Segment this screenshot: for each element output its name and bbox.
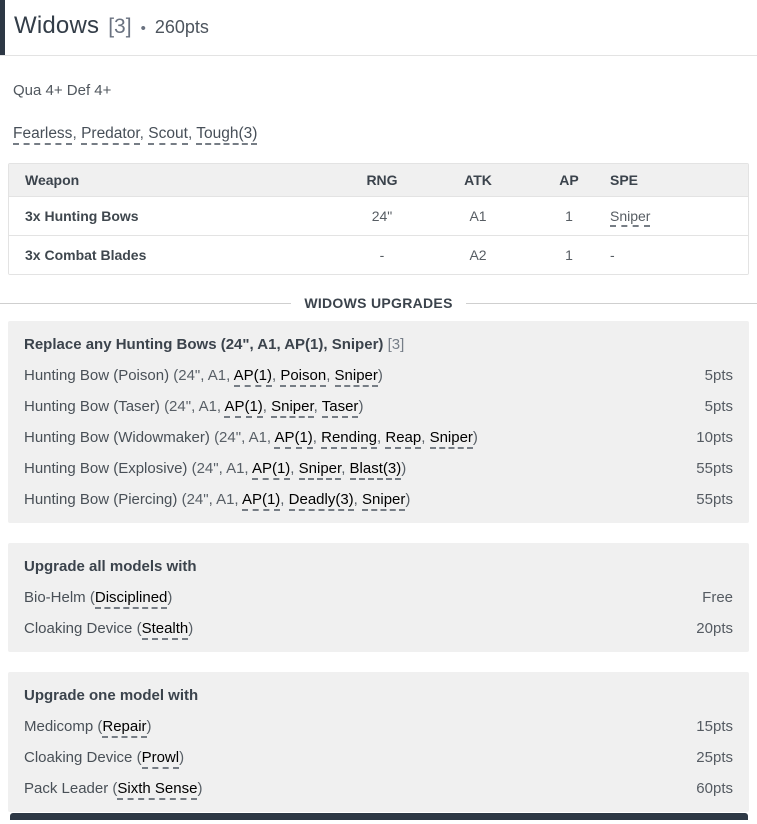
label-text: ) [179, 749, 185, 766]
label-text: , [280, 491, 289, 508]
upgrades-section-title: WIDOWS UPGRADES [304, 295, 453, 311]
weapon-spe: - [610, 236, 748, 275]
weapons-header-spe: SPE [610, 172, 639, 188]
special-rule-taser[interactable]: Taser [322, 398, 359, 418]
upgrade-option [24, 367, 733, 385]
special-rule-blast-3[interactable]: Blast(3) [350, 460, 402, 480]
upgrade-option-name: Hunting Bow (Piercing) [24, 491, 182, 508]
weapon-ap: 1 [528, 236, 610, 275]
unit-accent-bar [0, 0, 5, 55]
upgrade-group-title: Replace any Hunting Bows (24", A1, AP(1), Sniper) [3] [24, 336, 405, 353]
upgrade-group-count: [3] [387, 336, 405, 353]
weapons-header-ap: AP [559, 172, 579, 188]
upgrade-option-label [24, 780, 202, 798]
unit-size: [3] [108, 14, 132, 38]
special-rule-deadly-3[interactable]: Deadly(3) [289, 491, 354, 511]
label-text: ( [136, 749, 142, 766]
special-rule-repair[interactable]: Repair [102, 718, 146, 738]
rules-separator: , [187, 125, 197, 142]
label-text: , [313, 398, 322, 415]
upgrade-option-label [24, 367, 383, 385]
upgrade-option [24, 589, 733, 607]
label-text: , [341, 460, 350, 477]
special-rule-poison[interactable]: Poison [280, 367, 326, 387]
weapon-rng: - [336, 236, 428, 275]
special-rule-ap-1[interactable]: AP(1) [274, 429, 312, 449]
upgrade-option-name: Pack Leader [24, 780, 113, 797]
special-rule-sniper[interactable]: Sniper [610, 208, 650, 227]
weapon-row [9, 197, 748, 236]
label-text: , [290, 460, 299, 477]
label-text: ( [112, 780, 118, 797]
unit-header [0, 0, 757, 56]
special-rule-ap-1[interactable]: AP(1) [252, 460, 290, 480]
upgrade-option-label [24, 589, 172, 607]
upgrade-group-title: Upgrade one model with [24, 687, 199, 704]
upgrade-option-label [24, 398, 363, 416]
weapon-name: 3x Combat Blades [9, 236, 336, 275]
label-text: ) [377, 367, 383, 384]
label-text: ) [146, 718, 152, 735]
unit-stats-line: Qua 4+ Def 4+ [13, 82, 112, 99]
weapon-rng: 24" [336, 197, 428, 236]
special-rule-sniper[interactable]: Sniper [335, 367, 378, 387]
special-rule-tough-3[interactable]: Tough(3) [196, 125, 257, 145]
upgrade-option-name: Cloaking Device [24, 620, 137, 637]
special-rule-sniper[interactable]: Sniper [430, 429, 473, 449]
upgrades-section-header [0, 295, 757, 311]
upgrade-group-title: Upgrade all models with [24, 558, 197, 575]
special-rule-sniper[interactable]: Sniper [362, 491, 405, 511]
label-text: ) [472, 429, 478, 446]
special-rule-stealth[interactable]: Stealth [142, 620, 189, 640]
upgrade-option-label [24, 460, 406, 478]
upgrade-option-label [24, 749, 184, 767]
label-text: ) [188, 620, 194, 637]
label-text: ( [89, 589, 95, 606]
upgrade-option-name: Hunting Bow (Widowmaker) [24, 429, 215, 446]
label-text: , [421, 429, 430, 446]
upgrade-option-cost: 5pts [704, 367, 733, 384]
weapons-header-weapon: Weapon [25, 172, 80, 188]
upgrade-option-label [24, 718, 152, 736]
unit-title [14, 12, 209, 40]
upgrade-option-cost: 5pts [704, 398, 733, 415]
special-rule-fearless[interactable]: Fearless [13, 125, 72, 145]
upgrade-option [24, 491, 733, 509]
label-text: (24", A1, [191, 460, 252, 477]
label-text: (24", A1, [181, 491, 242, 508]
upgrade-option [24, 749, 733, 767]
unit-name: Widows [14, 11, 100, 39]
upgrade-option [24, 718, 733, 736]
label-text: ( [97, 718, 103, 735]
weapons-table [8, 163, 749, 275]
weapon-name: 3x Hunting Bows [9, 197, 336, 236]
label-text: ) [167, 589, 173, 606]
upgrade-groups [0, 321, 757, 812]
unit-points: 260pts [154, 16, 209, 37]
special-rule-reap[interactable]: Reap [385, 429, 421, 449]
label-text: ) [197, 780, 203, 797]
weapon-atk: A1 [428, 197, 528, 236]
upgrade-option-cost: 55pts [696, 491, 733, 508]
special-rule-rending[interactable]: Rending [321, 429, 377, 449]
weapon-atk: A2 [428, 236, 528, 275]
label-text: ( [136, 620, 142, 637]
bullet-separator: • [140, 19, 146, 37]
upgrade-group [8, 672, 749, 812]
special-rule-ap-1[interactable]: AP(1) [224, 398, 262, 418]
special-rule-scout[interactable]: Scout [148, 125, 188, 145]
special-rule-ap-1[interactable]: AP(1) [234, 367, 272, 387]
label-text: , [312, 429, 322, 446]
upgrade-option-cost: 20pts [696, 620, 733, 637]
next-card-edge [10, 813, 748, 820]
weapons-header-row [9, 164, 748, 197]
label-text: ) [358, 398, 364, 415]
rules-separator: , [72, 125, 82, 142]
upgrade-group [8, 543, 749, 652]
special-rule-disciplined[interactable]: Disciplined [95, 589, 168, 609]
weapon-spe [610, 197, 748, 236]
upgrade-option [24, 620, 733, 638]
upgrade-option [24, 429, 733, 447]
upgrade-option-name: Bio-Helm [24, 589, 90, 606]
label-text: , [377, 429, 386, 446]
upgrade-option-name: Hunting Bow (Explosive) [24, 460, 192, 477]
upgrade-option-name: Hunting Bow (Poison) [24, 367, 174, 384]
special-rule-prowl[interactable]: Prowl [142, 749, 180, 769]
weapon-row [9, 236, 748, 275]
label-text: , [271, 367, 281, 384]
label-text: ) [401, 460, 407, 477]
upgrade-option [24, 780, 733, 798]
upgrade-option-cost: 55pts [696, 460, 733, 477]
label-text: (24", A1, [173, 367, 234, 384]
upgrade-option-label [24, 491, 410, 509]
special-rules-line [13, 124, 743, 144]
special-rule-ap-1[interactable]: AP(1) [242, 491, 280, 511]
label-text: (24", A1, [214, 429, 275, 446]
weapons-header-rng: RNG [366, 172, 398, 188]
special-rule-sniper[interactable]: Sniper [299, 460, 342, 480]
label-text: ) [405, 491, 411, 508]
upgrade-option-label [24, 620, 193, 638]
weapons-table-body [9, 197, 748, 275]
upgrade-option-cost: 60pts [696, 780, 733, 797]
label-text: , [353, 491, 363, 508]
weapons-header-atk: ATK [464, 172, 492, 188]
upgrade-option [24, 398, 733, 416]
upgrade-option-cost: Free [702, 589, 733, 606]
upgrade-option-cost: 25pts [696, 749, 733, 766]
rules-separator: , [139, 125, 149, 142]
upgrade-option-cost: 15pts [696, 718, 733, 735]
upgrade-option-name: Medicomp [24, 718, 98, 735]
special-rule-sixth-sense[interactable]: Sixth Sense [117, 780, 197, 800]
special-rule-predator[interactable]: Predator [81, 125, 140, 145]
weapon-ap: 1 [528, 197, 610, 236]
label-text: , [326, 367, 335, 384]
upgrade-option [24, 460, 733, 478]
special-rule-sniper[interactable]: Sniper [271, 398, 314, 418]
label-text: (24", A1, [164, 398, 225, 415]
label-text: , [262, 398, 272, 415]
upgrade-group [8, 321, 749, 523]
upgrade-option-name: Hunting Bow (Taser) [24, 398, 165, 415]
upgrade-option-name: Cloaking Device [24, 749, 137, 766]
upgrade-option-label [24, 429, 478, 447]
upgrade-option-cost: 10pts [696, 429, 733, 446]
